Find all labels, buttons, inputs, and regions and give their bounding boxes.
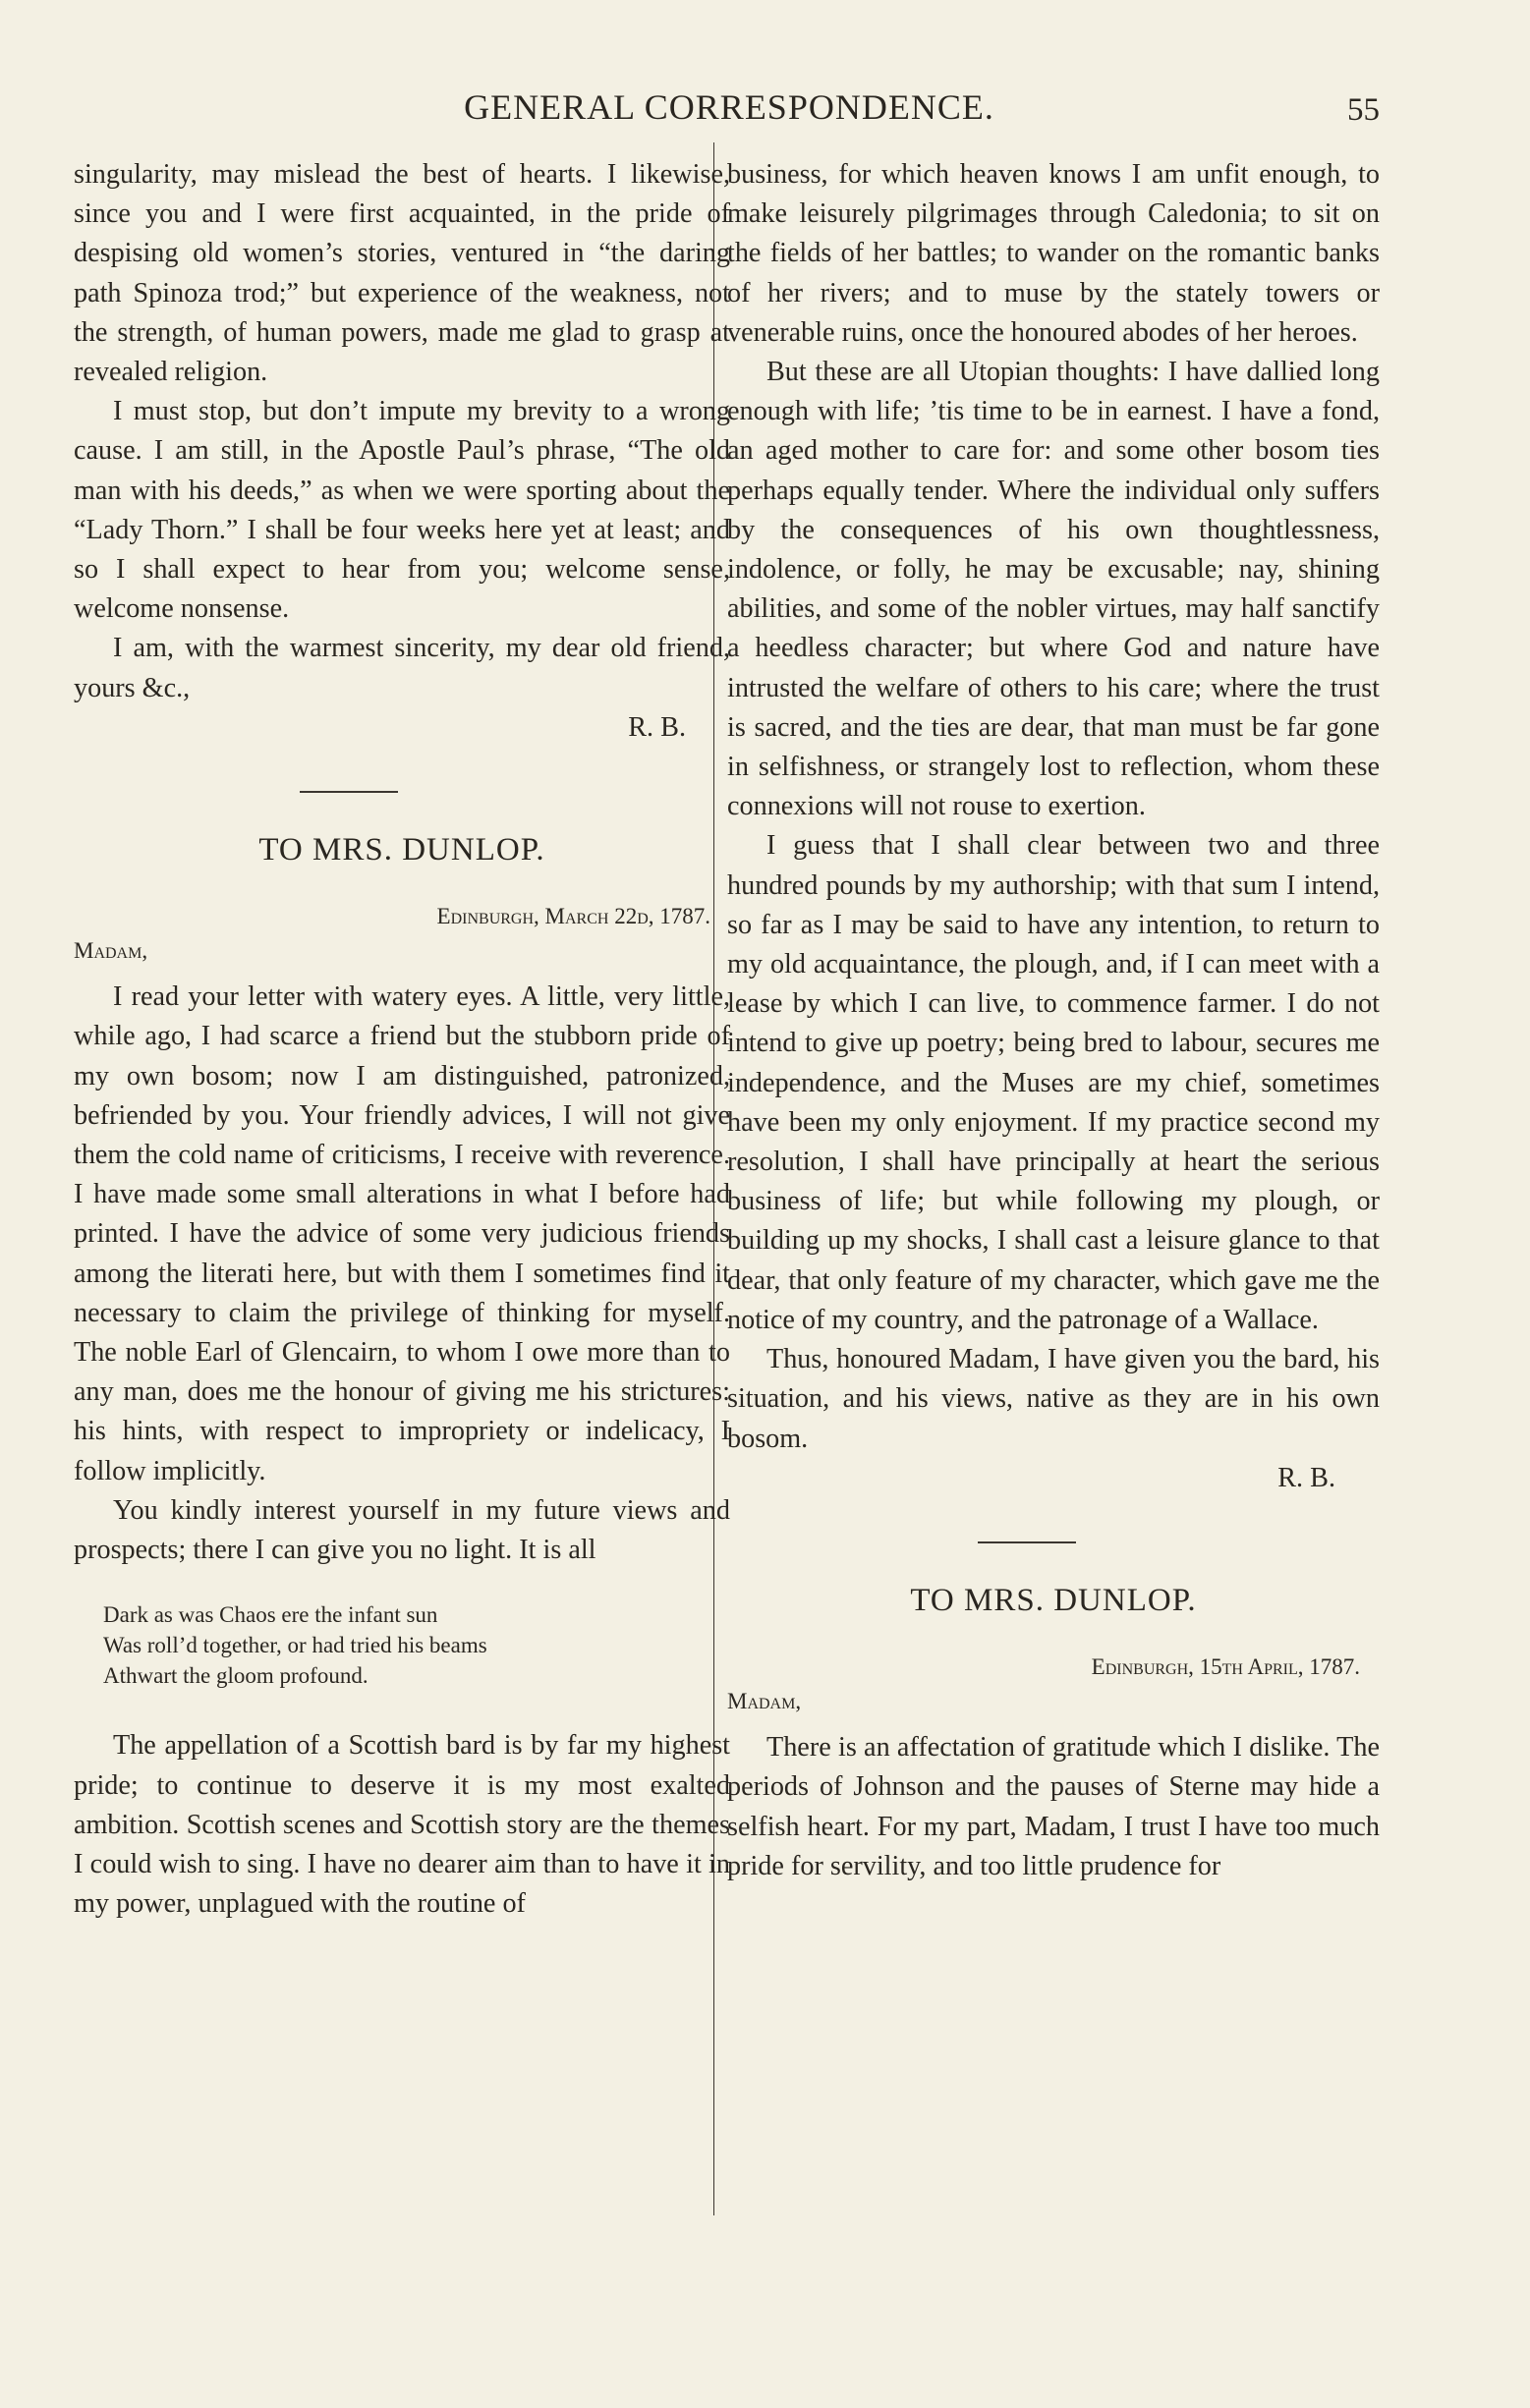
paragraph: business, for which heaven knows I am unfit enough, to make leisurely pilgrimages through Caledonia; to sit on the fields of her battles; to wander on the romantic banks of her rivers; and to muse by the stately towers or venerable ruins, once the honoured abodes of her heroes. bbox=[727, 159, 1380, 348]
salutation: Madam, bbox=[727, 1689, 802, 1714]
dateline: Edinburgh, March 22d, 1787. bbox=[436, 904, 710, 929]
paragraph: There is an affectation of gratitude which I dislike. The periods of Johnson and the pauses of Sterne may hide a selfish heart. For my part, Madam, I trust I have too much pride for servility, and too little prudence for bbox=[727, 1732, 1380, 1881]
paragraph: You kindly interest yourself in my future views and prospects; there I can give you no light. It is all bbox=[74, 1494, 730, 1566]
section-rule bbox=[300, 791, 398, 793]
running-head: GENERAL CORRESPONDENCE. bbox=[464, 87, 994, 127]
letter-title: TO MRS. DUNLOP. bbox=[258, 832, 545, 868]
verse-line: Was roll’d together, or had tried his beams bbox=[103, 1633, 487, 1658]
verse-line: Athwart the gloom profound. bbox=[103, 1663, 368, 1689]
signature: R. B. bbox=[628, 711, 686, 743]
right-column bbox=[727, 155, 1380, 1886]
paragraph: I must stop, but don’t impute my brevity to a wrong cause. I am still, in the Apostle Paul’s phrase, “The old man with his deeds,” as when we were sporting about the “Lady Thorn.” I shall be four weeks here yet at least; and so I shall expect to hear from you; welcome sense, welcome nonsense. bbox=[74, 396, 730, 625]
verse-quote bbox=[103, 1599, 730, 1691]
dateline: Edinburgh, 15th April, 1787. bbox=[1091, 1654, 1360, 1680]
paragraph: I guess that I shall clear between two and three hundred pounds by my authorship; with that sum I intend, so far as I may be said to have any intention, to return to my old acquaintance, the plough, and, if I can meet with a lease by which I can live, to commence farmer. I do not intend to give up poetry; being bred to labour, secures me independence, and the Muses are my chief, sometimes have been my only enjoyment. If my practice second my resolution, I shall have principally at heart the serious business of life; but while following my plough, or building up my shocks, I shall cast a leisure glance to that dear, that only feature of my character, which gave me the notice of my country, and the patronage of a Wallace. bbox=[727, 830, 1380, 1335]
verse-line: Dark as was Chaos ere the infant sun bbox=[103, 1602, 438, 1628]
paragraph: But these are all Utopian thoughts: I have dallied long enough with life; ’tis time to be in earnest. I have a fond, an aged mother to care for: and some other bosom ties perhaps equally tender. Where the individual only suffers by the consequences of his own thoughtlessness, indolence, or folly, he may be excusable; nay, shining abilities, and some of the nobler virtues, may half sanctify a heedless character; but where God and nature have intrusted the welfare of others to his care; where the trust is sacred, and the ties are dear, that man must be far gone in selfishness, or strangely lost to reflection, whom these connexions will not rouse to exertion. bbox=[727, 357, 1380, 822]
salutation: Madam, bbox=[74, 938, 148, 964]
signature: R. B. bbox=[1277, 1462, 1335, 1493]
paragraph: singularity, may mislead the best of hearts. I likewise, since you and I were first acquainted, in the pride of despising old women’s stories, ventured in “the daring path Spinoza trod;” but experience of the weakness, not the strength, of human powers, made me glad to grasp at revealed religion. bbox=[74, 159, 730, 388]
left-column bbox=[74, 155, 730, 1924]
letter-title: TO MRS. DUNLOP. bbox=[910, 1582, 1197, 1618]
page-number: 55 bbox=[1347, 92, 1380, 128]
page-header bbox=[0, 86, 1530, 136]
section-rule bbox=[978, 1541, 1076, 1543]
paragraph: Thus, honoured Madam, I have given you the bard, his situation, and his views, native as they are in his own bosom. bbox=[727, 1344, 1380, 1454]
paragraph: I read your letter with watery eyes. A little, very little, while ago, I had scarce a friend but the stubborn pride of my own bosom; now I am distinguished, patronized, befriended by you. Your friendly advices, I will not give them the cold name of criticisms, I receive with reverence. I have made some small alterations in what I before had printed. I have the advice of some very judicious friends among the literati here, but with them I sometimes find it necessary to claim the privilege of thinking for myself. The noble Earl of Glencairn, to whom I owe more than to any man, does me the honour of giving me his strictures: his hints, with respect to impropriety or indelicacy, I follow implicitly. bbox=[74, 981, 730, 1486]
paragraph: The appellation of a Scottish bard is by far my highest pride; to continue to deserve it is my most exalted ambition. Scottish scenes and Scottish story are the themes I could wish to sing. I have no dearer aim than to have it in my power, unplagued with the routine of bbox=[74, 1730, 730, 1920]
paragraph: I am, with the warmest sincerity, my dear old friend, yours &c., bbox=[74, 633, 730, 703]
